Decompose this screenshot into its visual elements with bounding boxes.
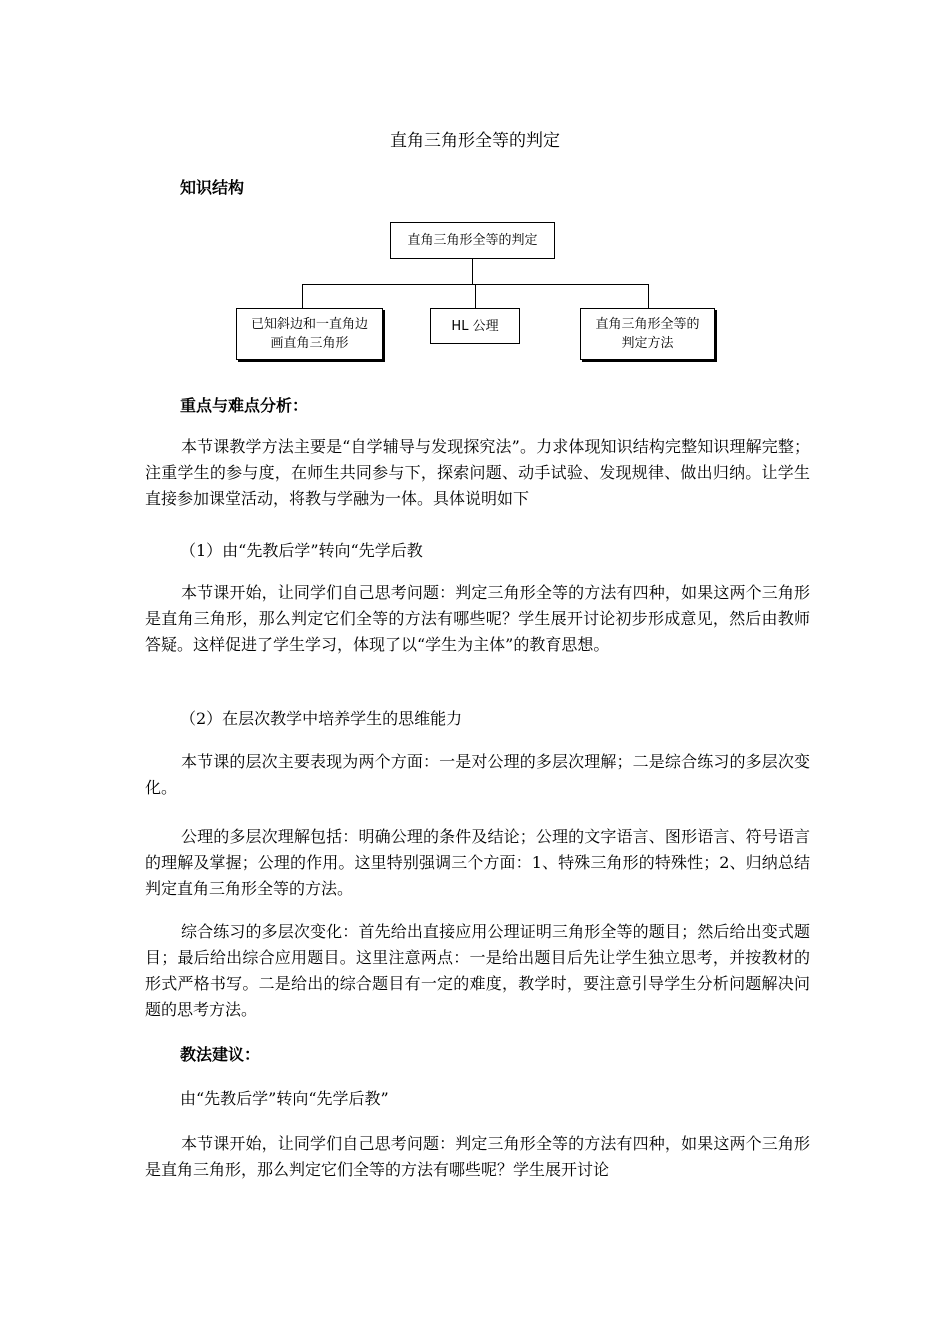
paragraph-shift: 由“先教后学”转向“先学后教”	[180, 1089, 389, 1108]
paragraph-practice-variation: 综合练习的多层次变化：首先给出直接应用公理证明三角形全等的题目；然后给出变式题目；最后给出综合应用题目。这里注意两点：一是给出题目后先让学生独立思考，并按教材的形式严格书写。二是给出的综合题目有一定的难度，教学时，要注意引导学生分析问题解决问题的思考方法。	[145, 922, 810, 1019]
heading-analysis: 重点与难点分析：	[180, 396, 309, 415]
paragraph-class-start: 本节课开始，让同学们自己思考问题：判定三角形全等的方法有四种，如果这两个三角形是直角三角形，那么判定它们全等的方法有哪些呢？学生展开讨论初步形成意见，然后由教师答疑。这样促进了学生学习，体现了以“学生为主体”的教育思想。	[145, 583, 810, 654]
paragraph-teaching-method: 本节课教学方法主要是“自学辅导与发现探究法”。力求体现知识结构完整知识理解完整；注重学生的参与度，在师生共同参与下，探索问题、动手试验、发现规律、做出归纳。让学生直接参加课堂活动，将教与学融为一体。具体说明如下	[145, 437, 810, 508]
page-title: 直角三角形全等的判定	[390, 131, 560, 151]
diagram-child-box-draw: 已知斜边和一直角边画直角三角形	[236, 308, 383, 360]
heading-knowledge-structure: 知识结构	[180, 178, 245, 197]
diagram-root-connector	[472, 259, 473, 284]
paragraph-levels: 本节课的层次主要表现为两个方面：一是对公理的多层次理解；二是综合练习的多层次变化。	[145, 752, 810, 797]
diagram-middle-connector	[475, 284, 476, 308]
diagram-right-connector	[648, 284, 649, 308]
diagram-child-box-methods: 直角三角形全等的判定方法	[580, 308, 715, 360]
list-item-1: （1）由“先教后学”转向“先学后教	[180, 541, 423, 560]
diagram-left-connector	[302, 284, 303, 308]
list-item-2: （2）在层次教学中培养学生的思维能力	[180, 709, 463, 728]
paragraph-class-start-repeat: 本节课开始，让同学们自己思考问题：判定三角形全等的方法有四种，如果这两个三角形是直角三角形，那么判定它们全等的方法有哪些呢？学生展开讨论	[145, 1134, 810, 1179]
diagram-child-box-hl: HL 公理	[430, 308, 520, 344]
paragraph-axiom-understanding: 公理的多层次理解包括：明确公理的条件及结论；公理的文字语言、图形语言、符号语言的理解及掌握；公理的作用。这里特别强调三个方面：1、特殊三角形的特殊性；2、归纳总结判定直角三角形全等的方法。	[145, 827, 810, 898]
heading-suggestions: 教法建议：	[180, 1045, 261, 1064]
diagram-root-box: 直角三角形全等的判定	[390, 222, 555, 259]
